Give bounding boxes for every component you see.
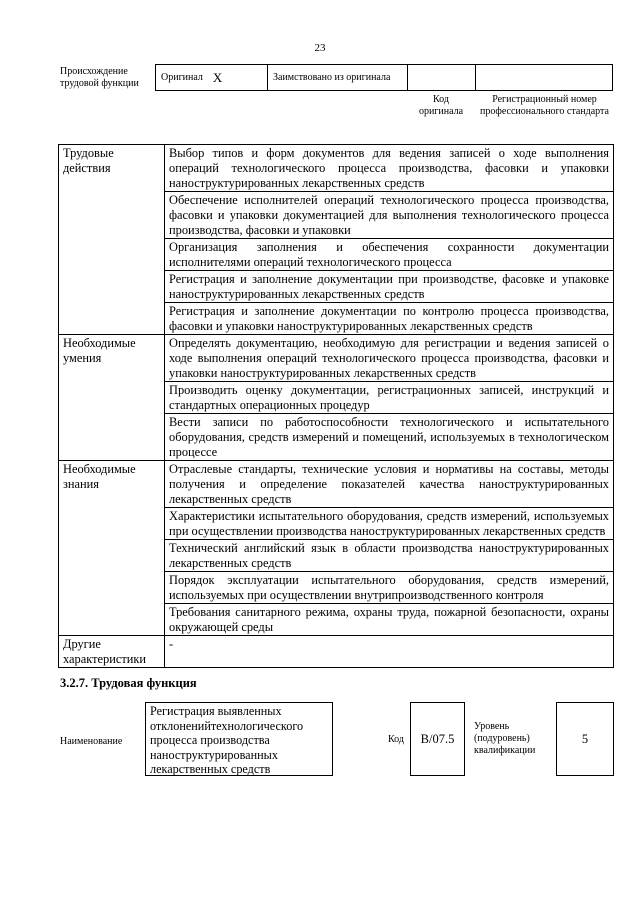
category-cell: Трудовые действия: [59, 145, 165, 335]
item-cell: Требования санитарного режима, охраны труда, пожарной безопасности, охраны окружающей среды: [165, 604, 614, 636]
labor-function-table: [58, 144, 614, 668]
item-cell: Порядок эксплуатации испытательного оборудования, средств измерений, используемых при осуществлении внутрипроизводственного контроля: [165, 572, 614, 604]
origin-borrowed-label: Заимствовано из оригинала: [273, 72, 391, 83]
item-cell: Регистрация и заполнение документации по контролю процесса производства, фасовки и упаковки наноструктурированных лекарственных средств: [165, 303, 614, 335]
function-name-box: Регистрация выявленных отклоненийтехнологического процесса производства наноструктурированных лекарственных средств: [145, 702, 333, 776]
origin-label: Происхождение трудовой функции: [60, 66, 139, 89]
item-cell: -: [165, 636, 614, 668]
origin-original-mark: X: [212, 69, 223, 85]
item-cell: Обеспечение исполнителей операций технологического процесса производства, фасовки и упаковки документацией для выполнения технологического процесса производства, фасовки и упаковки: [165, 192, 614, 239]
origin-reg-cell: [476, 65, 612, 90]
item-cell: Организация заполнения и обеспечения сохранности документации исполнителями операций технологического процесса: [165, 239, 614, 271]
category-cell: Другие характеристики: [59, 636, 165, 668]
item-cell: Вести записи по работоспособности технологического и испытательного оборудования, средств измерений и помещений, используемых в технологическом процессе: [165, 414, 614, 461]
function-level-box: 5: [556, 702, 614, 776]
level-label: Уровень (подуровень) квалификации: [474, 721, 536, 756]
code-label: Код: [388, 734, 404, 745]
function-code-box: В/07.5: [410, 702, 465, 776]
item-cell: Технический английский язык в области производства наноструктурированных лекарственных средств: [165, 540, 614, 572]
origin-table: [155, 64, 613, 91]
item-cell: Регистрация и заполнение документации при производстве, фасовке и упаковке наноструктурированных лекарственных средств: [165, 271, 614, 303]
origin-original-label: Оригинал: [161, 72, 203, 83]
item-cell: Характеристики испытательного оборудования, средств измерений, используемых при осуществлении производства наноструктурированных лекарственных средств: [165, 508, 614, 540]
table-row: [59, 636, 614, 668]
origin-code-cell: [408, 65, 476, 90]
category-cell: Необходимые знания: [59, 461, 165, 636]
item-cell: Отраслевые стандарты, технические условия и нормативы на составы, методы получения и определение показателей качества наноструктурированных лекарственных средств: [165, 461, 614, 508]
table-row: [59, 461, 614, 508]
code-caption: Код оригинала: [418, 94, 464, 117]
table-row: [59, 335, 614, 382]
category-cell: Необходимые умения: [59, 335, 165, 461]
reg-caption: Регистрационный номер профессионального стандарта: [480, 94, 609, 117]
section-title: 3.2.7. Трудовая функция: [60, 676, 197, 690]
name-label: Наименование: [60, 736, 123, 747]
item-cell: Выбор типов и форм документов для ведения записей о ходе выполнения операций технологического процесса производства, фасовки и упаковки наноструктурированных лекарственных средств: [165, 145, 614, 192]
origin-borrowed-cell: [268, 65, 408, 90]
origin-original-cell: [156, 65, 268, 90]
table-row: [59, 145, 614, 192]
item-cell: Определять документацию, необходимую для регистрации и ведения записей о ходе выполнения операций технологического процесса производства, фасовки и упаковки наноструктурированных лекарственных средств: [165, 335, 614, 382]
item-cell: Производить оценку документации, регистрационных записей, инструкций и стандартных операционных процедур: [165, 382, 614, 414]
page-number: 23: [314, 42, 326, 54]
